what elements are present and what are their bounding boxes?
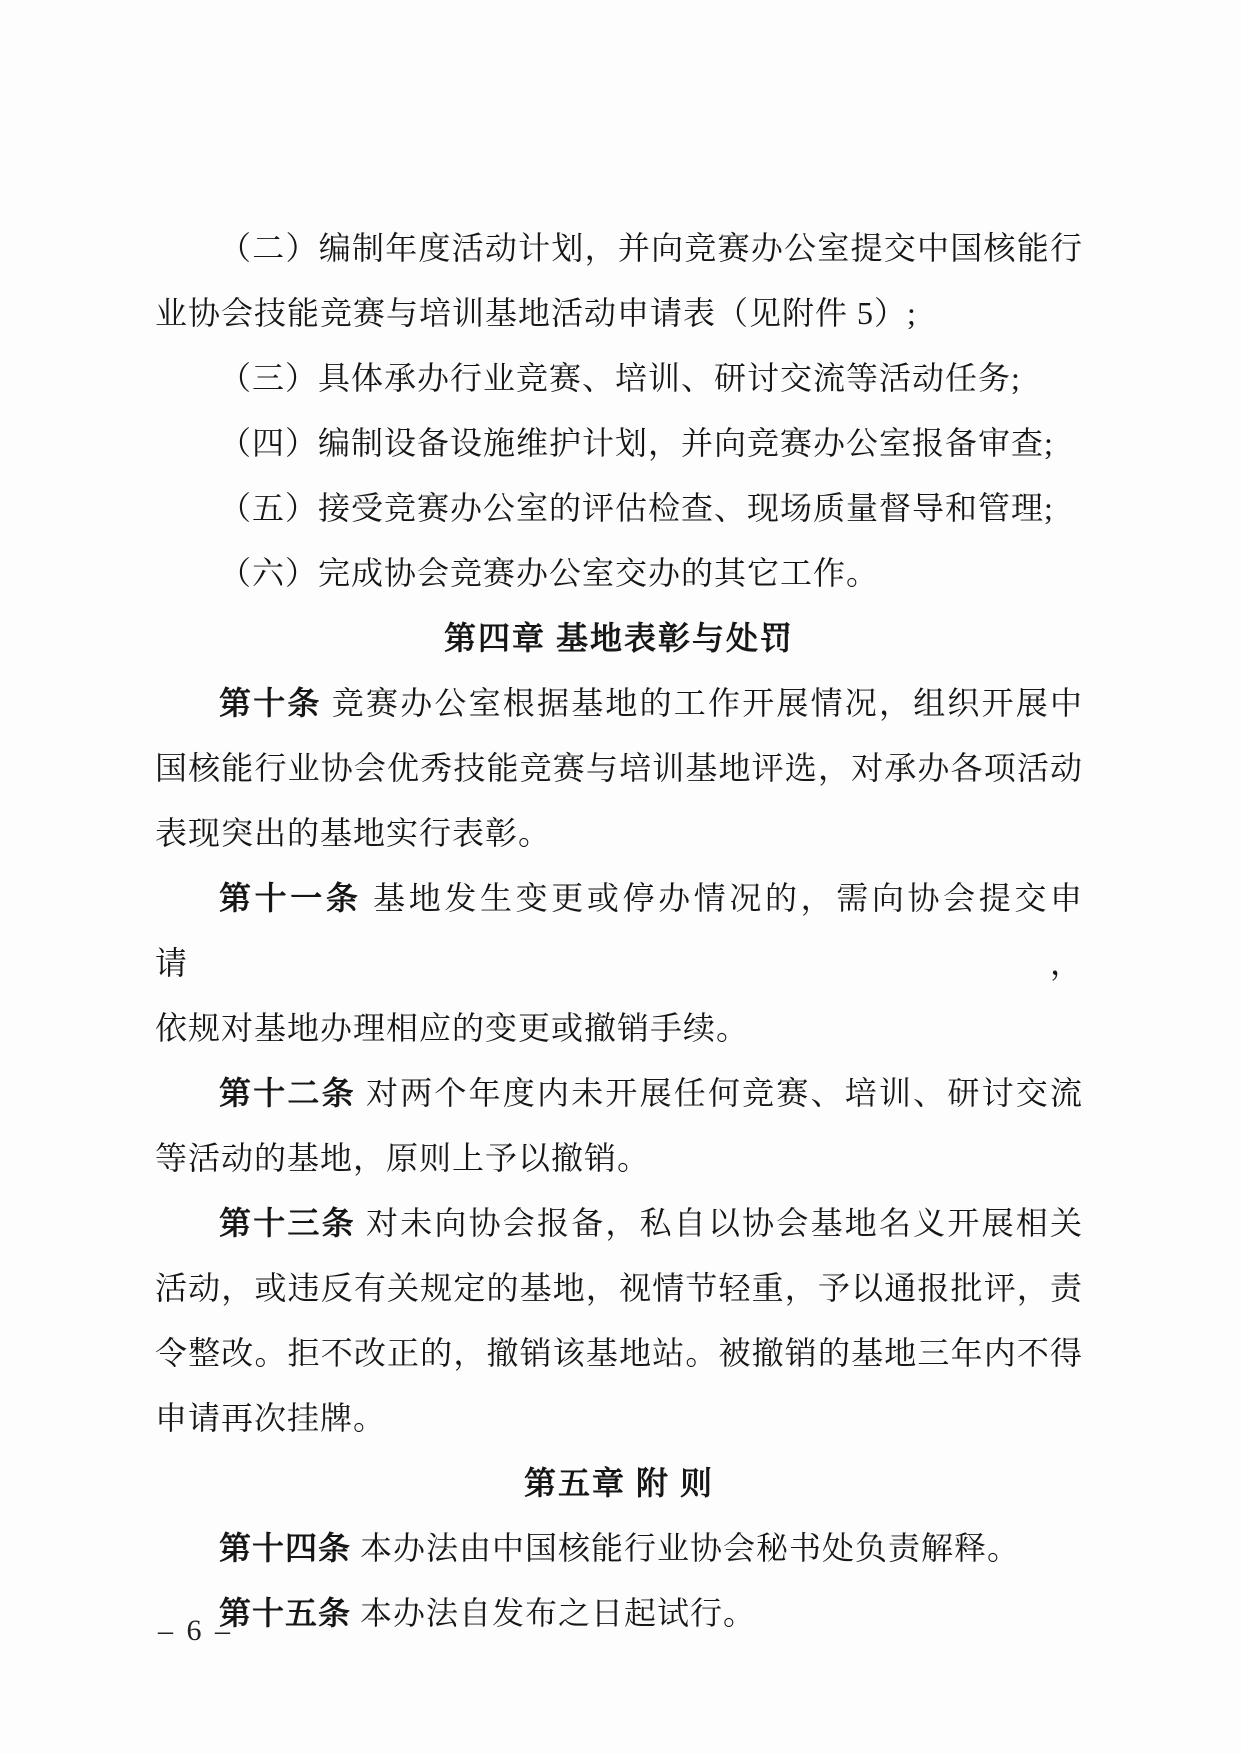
line-text: （五）接受竞赛办公室的评估检查、现场质量督导和管理; [219,490,1054,526]
document-line [155,216,1083,281]
line-text: 依规对基地办理相应的变更或撤销手续。 [155,1010,750,1046]
article-number: 第十五条 [219,1595,352,1631]
document-line [155,671,1083,736]
article-number: 第十三条 [219,1205,356,1241]
page-number: – 6 – [158,1614,233,1647]
line-text: （六）完成协会竞赛办公室交办的其它工作。 [219,555,880,591]
document-line [155,281,1083,346]
document-line [155,1061,1083,1126]
document-line [155,1256,1083,1321]
line-text: 申请再次挂牌。 [155,1400,387,1436]
heading-text: 第五章 附 则 [523,1465,714,1501]
article-number: 第十一条 [219,880,362,916]
chapter-heading [155,1451,1083,1516]
article-number: 第十二条 [219,1075,356,1111]
line-text: 表现突出的基地实行表彰。 [155,815,552,851]
line-text: 基地发生变更或停办情况的，需向协会提交申请， [155,880,1083,981]
document-line [155,736,1083,801]
article-number: 第十条 [219,685,322,721]
line-text: 本办法自发布之日起试行。 [351,1595,757,1631]
document-body [155,216,1083,1646]
line-text: 对未向协会报备，私自以协会基地名义开展相关 [355,1205,1083,1241]
document-line [155,866,1083,996]
heading-text: 第四章 基地表彰与处罚 [443,620,794,656]
article-number: 第十四条 [219,1530,352,1566]
line-text: （四）编制设备设施维护计划，并向竞赛办公室报备审查; [219,425,1054,461]
document-line [155,1581,1083,1646]
line-text: 本办法由中国核能行业协会秘书处负责解释。 [351,1530,1021,1566]
line-text: 国核能行业协会优秀技能竞赛与培训基地评选，对承办各项活动 [155,750,1083,786]
document-line [155,1191,1083,1256]
document-line [155,1126,1083,1191]
chapter-heading [155,606,1083,671]
document-line [155,996,1083,1061]
document-line [155,411,1083,476]
line-text: 等活动的基地，原则上予以撤销。 [155,1140,651,1176]
line-text: 业协会技能竞赛与培训基地活动申请表（见附件 5）; [155,295,917,331]
document-line [155,1386,1083,1451]
document-line [155,1516,1083,1581]
line-text: 竞赛办公室根据基地的工作开展情况，组织开展中 [321,685,1083,721]
line-text: 令整改。拒不改正的，撤销该基地站。被撤销的基地三年内不得 [155,1335,1083,1371]
document-line [155,476,1083,541]
line-text: （二）编制年度活动计划，并向竞赛办公室提交中国核能行 [219,230,1083,266]
line-text: （三）具体承办行业竞赛、培训、研讨交流等活动任务; [219,360,1021,396]
line-text: 对两个年度内未开展任何竞赛、培训、研讨交流 [355,1075,1083,1111]
line-text: 活动，或违反有关规定的基地，视情节轻重，予以通报批评，责 [155,1270,1083,1306]
document-line [155,346,1083,411]
document-line [155,801,1083,866]
document-line [155,1321,1083,1386]
document-line [155,541,1083,606]
